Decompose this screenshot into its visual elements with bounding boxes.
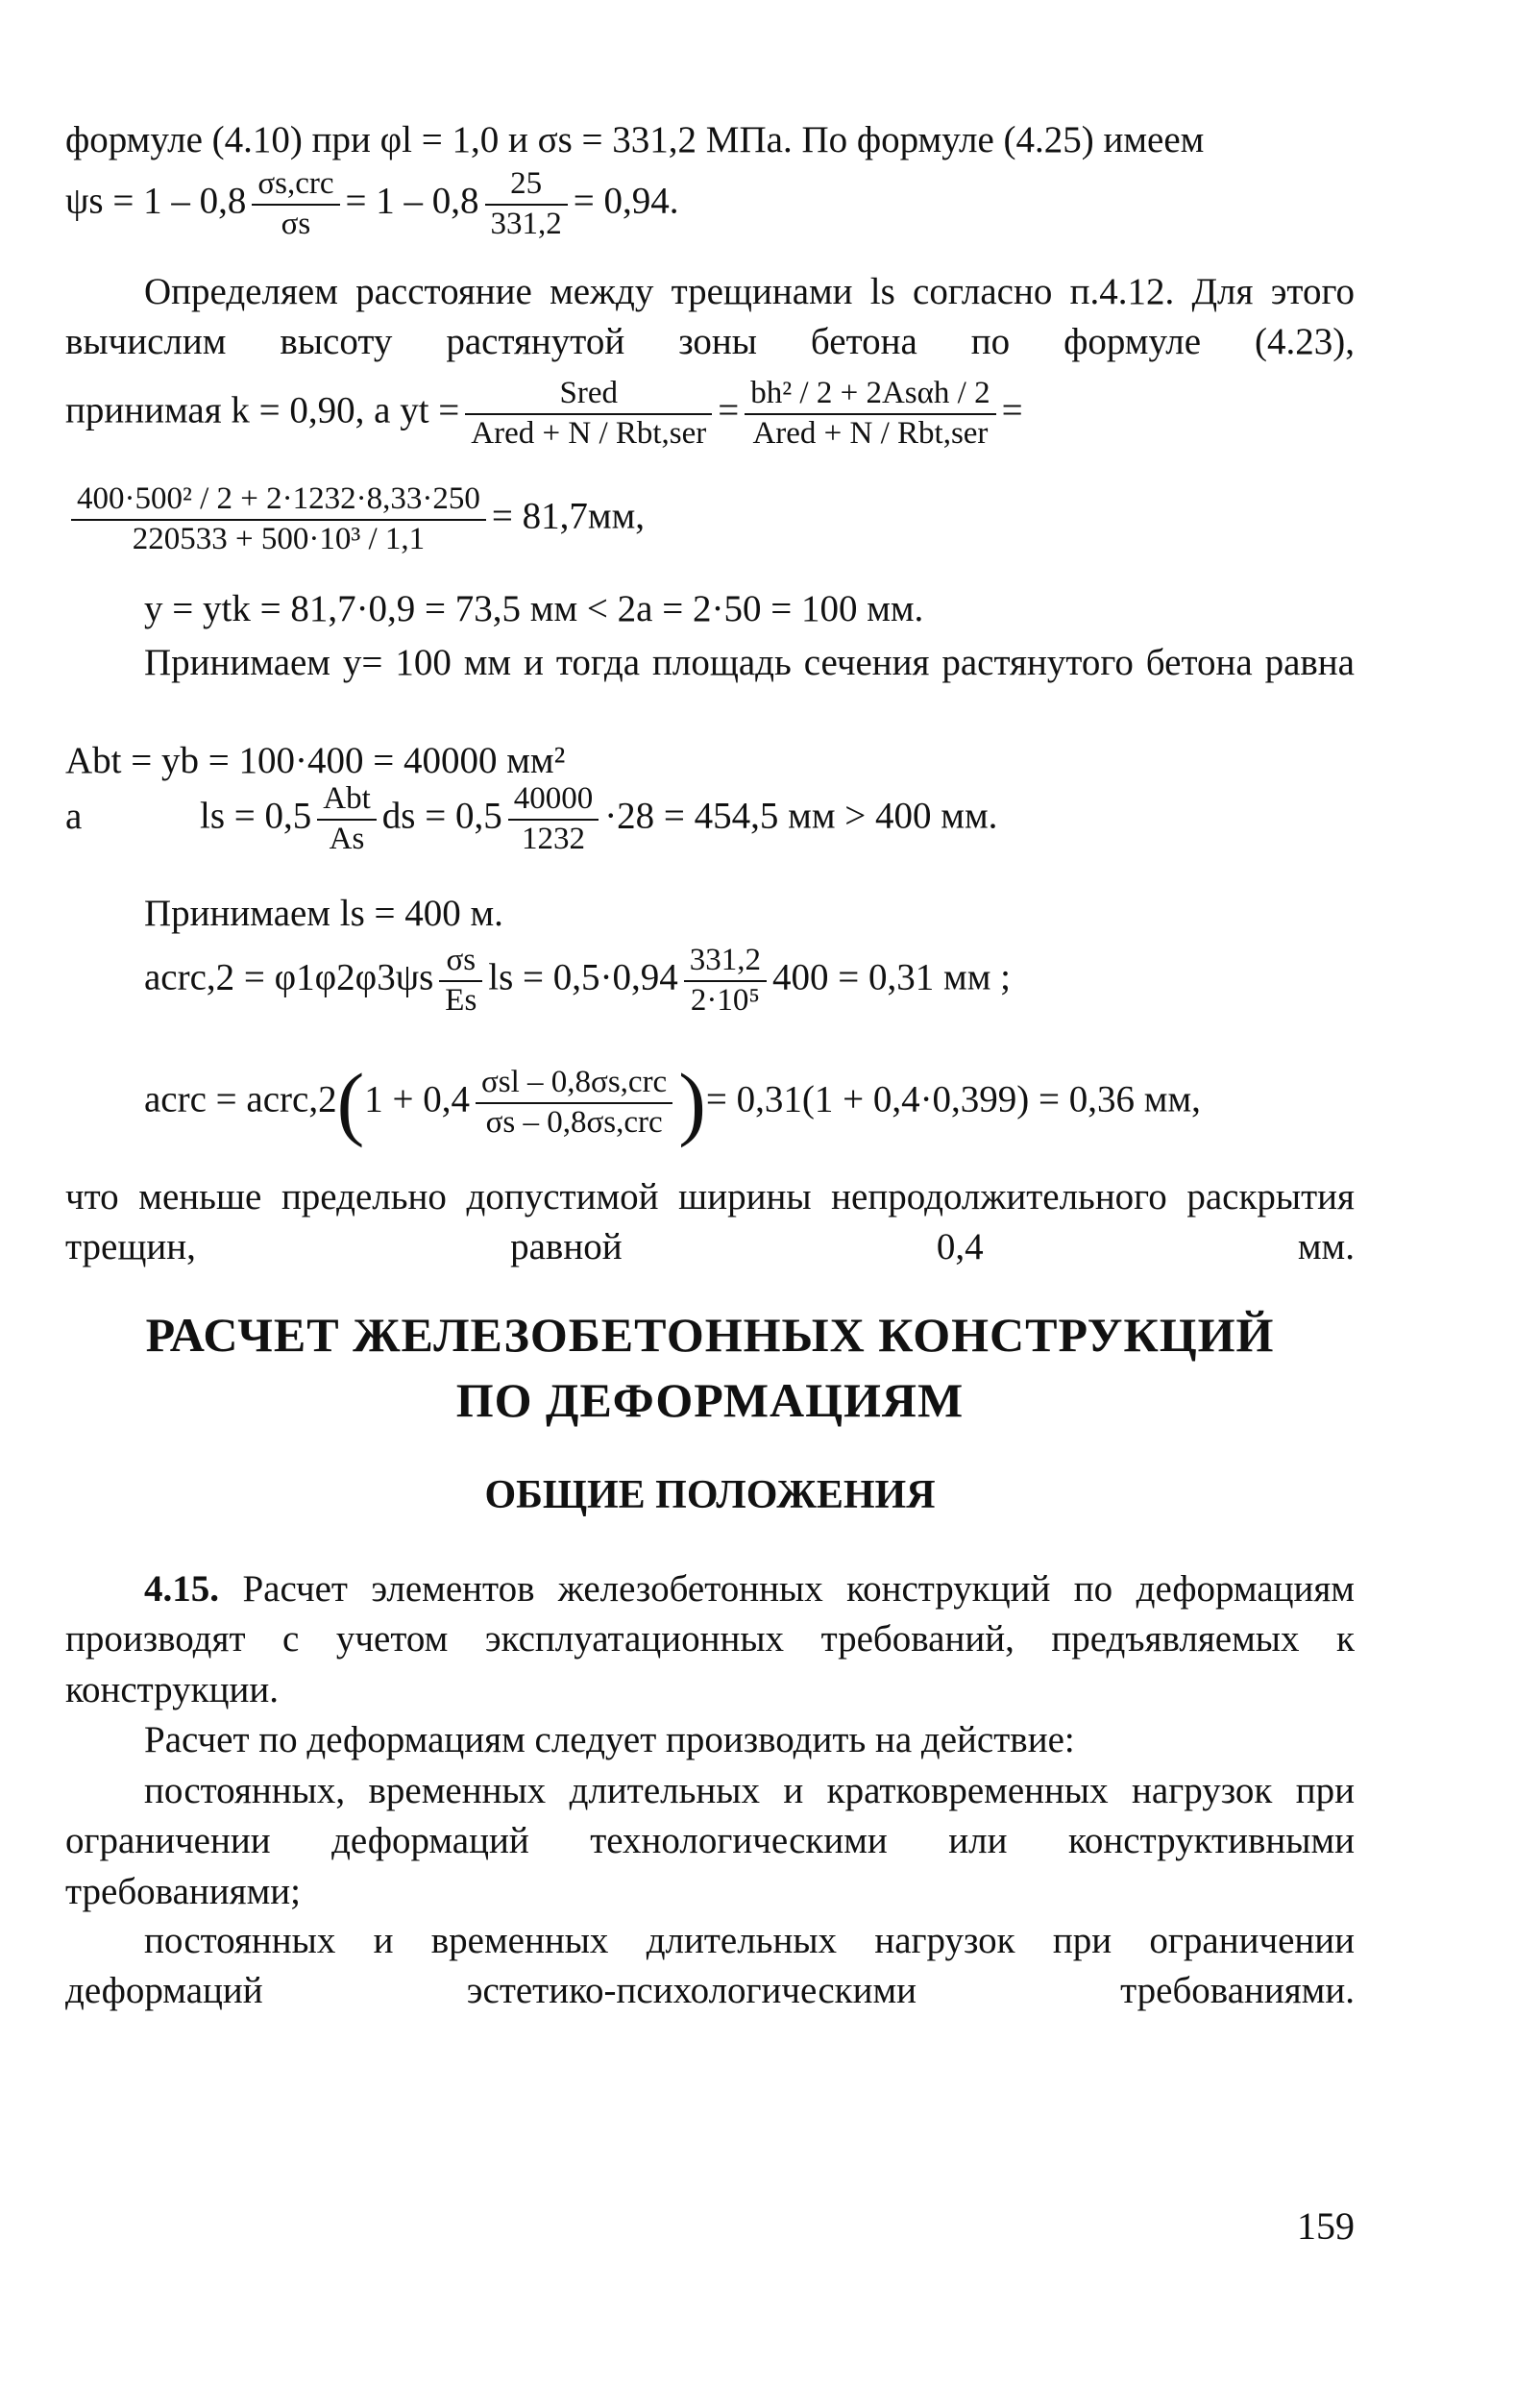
clause-number: 4.15.	[144, 1568, 219, 1610]
paragraph-intro-text: формуле (4.10) при φl = 1,0 и σs = 331,2 МПа. По формуле (4.25) имеем	[65, 119, 1205, 160]
clause-4-15: 4.15. Расчет элементов железобетонных конструкций по деформациям производят с учетом эксплуатационных требований, предъявляемых к конструкции.	[65, 1568, 1355, 1710]
fraction-sred: Sred Ared + N / Rbt,ser	[465, 375, 712, 453]
paragraph-crack-spacing: Определяем расстояние между трещинами ls согласно п.4.12. Для этого вычислим высоту растянутой зоны бетона по формуле (4.23),	[65, 271, 1355, 363]
fraction-sigma-ratio: σs,crc σs	[252, 165, 339, 243]
eq-psi-mid: = 1 – 0,8	[345, 180, 479, 222]
paragraph-accept-y: Принимаем y= 100 мм и тогда площадь сечения растянутого бетона равна	[144, 642, 1355, 683]
eq-psi-lhs: ψs = 1 – 0,8	[65, 180, 247, 222]
paren-left: (	[336, 1056, 365, 1148]
list-item-technological: постоянных, временных длительных и кратковременных нагрузок при ограничении деформаций технологическими или конструктивными требованиями;	[65, 1770, 1355, 1912]
paragraph-conclusion: что меньше предельно допустимой ширины непродолжительного раскрытия трещин, равной 0,4 мм.	[65, 1176, 1355, 1268]
equation-abt: Abt = yb = 100·400 = 40000 мм²	[65, 740, 566, 781]
paragraph-intro	[65, 115, 1355, 165]
paragraph-accept-ls: Принимаем ls = 400 м.	[144, 893, 503, 934]
equation-yt-value: $\frac{\text{400·500² / 2 + 2·1232·8,33·250}}{\text{220533 + 500·10³ / 1,1}}$ = 81,7мм,	[65, 480, 1355, 558]
equation-yt-definition: принимая k = 0,90, а yt = Sred Ared + N / Rbt,ser = bh² / 2 + 2Asαh / 2 Ared + N / Rbt,ser =	[65, 375, 1355, 453]
list-item-aesthetic: постоянных и временных длительных нагрузок при ограничении деформаций эстетико-психологическими требованиями.	[65, 1920, 1355, 2012]
paragraph-deformation-actions: Расчет по деформациям следует производить на действие:	[144, 1719, 1075, 1760]
fraction-abt-as: Abt As	[317, 780, 377, 858]
fraction-sigma-es: $\frac{\sigma s}{Es}$	[439, 942, 482, 1020]
subsection-heading: ОБЩИЕ ПОЛОЖЕНИЯ	[484, 1473, 936, 1517]
fraction-yt-numeric: $\frac{\text{400·500² / 2 + 2·1232·8,33·250}}{\text{220533 + 500·10³ / 1,1}}$	[71, 480, 486, 558]
equation-ls: а ls = 0,5 Abt As ds = 0,5 $\frac{40000}{1232}$ ·28 = 454,5 мм > 400 мм.	[65, 780, 1355, 858]
equation-acrc: acrc = acrc,2(1 + 0,4 σsl – 0,8σs,crc σs – 0,8σs,crc )= 0,31(1 + 0,4·0,399) = 0,36 мм,	[144, 1056, 1201, 1148]
page-number: 159	[1297, 2204, 1355, 2248]
equation-psi	[65, 165, 1355, 243]
fraction-331-2e5: $\frac{331,2}{\text{2·10⁵}}$	[684, 942, 767, 1020]
fraction-bh2: bh² / 2 + 2Asαh / 2 Ared + N / Rbt,ser	[745, 375, 995, 453]
equation-acrc2: acrc,2 = φ1φ2φ3ψs $\frac{\sigma s}{Es}$ ls = 0,5·0,94 $\frac{331,2}{\text{2·10⁵}}$ 400 = 0,31 мм ;	[144, 942, 1355, 1020]
section-heading: РАСЧЕТ ЖЕЛЕЗОБЕТОННЫХ КОНСТРУКЦИЙ ПО ДЕФОРМАЦИЯМ	[145, 1308, 1275, 1427]
eq-psi-result: = 0,94.	[573, 180, 679, 222]
paren-right: )	[678, 1056, 706, 1148]
fraction-40000-1232: $\frac{40000}{1232}$	[508, 780, 599, 858]
equation-y: y = ytk = 81,7·0,9 = 73,5 мм < 2a = 2·50 = 100 мм.	[144, 588, 924, 629]
fraction-sigma-sl: σsl – 0,8σs,crc σs – 0,8σs,crc	[476, 1064, 672, 1142]
fraction-25-331: $\frac{25}{331,2}$	[485, 165, 568, 243]
